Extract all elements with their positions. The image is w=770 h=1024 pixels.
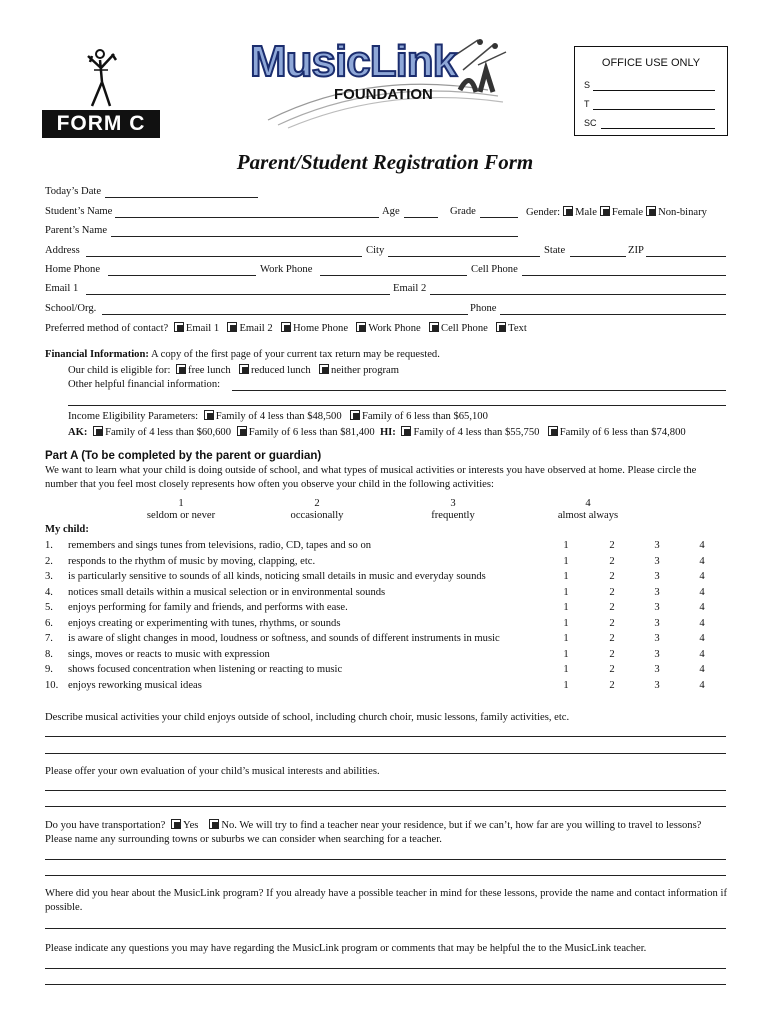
scale-1 bbox=[121, 498, 241, 522]
contact-option-label: Email 1 bbox=[185, 323, 220, 334]
work-phone-field[interactable] bbox=[320, 275, 467, 276]
rating-option-1[interactable]: 1 bbox=[563, 602, 569, 613]
state-label: State bbox=[544, 245, 566, 256]
ak-family6-checkbox[interactable] bbox=[237, 426, 247, 436]
rating-option-3[interactable]: 3 bbox=[654, 633, 660, 644]
scale-label: occasionally bbox=[290, 510, 344, 521]
ak-option-label: Family of 4 less than $60,600 bbox=[105, 427, 232, 438]
logo-subtext: FOUNDATION bbox=[334, 86, 433, 103]
cell-phone-label: Cell Phone bbox=[471, 264, 518, 275]
other-financial-field-2[interactable] bbox=[68, 405, 726, 406]
rating-option-2[interactable]: 2 bbox=[609, 679, 615, 691]
transport-no-checkbox[interactable] bbox=[209, 819, 219, 829]
rating-option-1[interactable]: 1 bbox=[563, 617, 569, 629]
rating-option-3[interactable]: 3 bbox=[654, 571, 660, 582]
home-phone-label: Home Phone bbox=[45, 264, 101, 275]
hi-family6-checkbox[interactable] bbox=[548, 426, 558, 436]
towns-answer-line-1[interactable] bbox=[45, 859, 726, 860]
cell-phone-field[interactable] bbox=[522, 275, 726, 276]
students-name-field[interactable] bbox=[115, 217, 379, 218]
rating-option-1[interactable]: 1 bbox=[563, 648, 569, 660]
evaluation-question: Please offer your own evaluation of your child’s musical interests and abilities. bbox=[45, 766, 380, 777]
rating-option-1[interactable]: 1 bbox=[563, 571, 569, 582]
contact-text-checkbox[interactable] bbox=[496, 322, 506, 332]
transport-yes-checkbox[interactable] bbox=[171, 819, 181, 829]
reduced-lunch-label: reduced lunch bbox=[251, 365, 311, 376]
scale-3 bbox=[393, 498, 513, 522]
students-name-label: Student’s Name bbox=[45, 206, 113, 217]
contact-option-label: Email 2 bbox=[239, 323, 273, 334]
contact-option-label: Cell Phone bbox=[441, 323, 488, 334]
rating-option-2[interactable]: 2 bbox=[609, 555, 615, 567]
todays-date-field[interactable] bbox=[105, 197, 258, 198]
eligible-label: Our child is eligible for: bbox=[68, 365, 171, 376]
work-phone-label: Work Phone bbox=[260, 264, 313, 275]
hi-family4-checkbox[interactable] bbox=[401, 426, 411, 436]
contact-home-phone-checkbox[interactable] bbox=[281, 322, 291, 332]
male-checkbox[interactable] bbox=[563, 206, 573, 216]
home-phone-field[interactable] bbox=[108, 275, 256, 276]
school-field[interactable] bbox=[102, 314, 468, 315]
ak-family4-checkbox[interactable] bbox=[93, 426, 103, 436]
office-sc-label: SC bbox=[584, 118, 597, 128]
email1-field[interactable] bbox=[86, 294, 390, 295]
scale-4 bbox=[528, 498, 648, 522]
age-field[interactable] bbox=[404, 217, 438, 218]
financial-intro-text: A copy of the first page of your current tax return may be requested. bbox=[150, 349, 440, 360]
grade-label: Grade bbox=[450, 206, 476, 217]
hi-option-label: Family of 4 less than $55,750 bbox=[413, 427, 540, 438]
other-financial-label: Other helpful financial information: bbox=[68, 379, 221, 390]
male-label: Male bbox=[575, 207, 597, 218]
rating-option-2[interactable]: 2 bbox=[609, 633, 615, 644]
school-label: School/Org. bbox=[45, 303, 97, 314]
transportation-label: Do you have transportation? bbox=[45, 820, 166, 831]
financial-heading: Financial Information: bbox=[45, 349, 149, 360]
activity-number: 7. bbox=[45, 633, 53, 644]
income-family4-checkbox[interactable] bbox=[204, 410, 214, 420]
contact-work-phone-checkbox[interactable] bbox=[356, 322, 366, 332]
phone-label: Phone bbox=[470, 303, 497, 314]
logo-text: MusicLink bbox=[250, 37, 457, 86]
rating-option-3[interactable]: 3 bbox=[654, 540, 660, 551]
activity-text: enjoys reworking musical ideas bbox=[68, 679, 202, 691]
zip-field[interactable] bbox=[646, 256, 726, 257]
activity-text: sings, moves or reacts to music with expression bbox=[68, 648, 270, 660]
rating-option-4[interactable]: 4 bbox=[699, 617, 705, 629]
hear-answer-line-1[interactable] bbox=[45, 928, 726, 929]
activity-number: 6. bbox=[45, 617, 53, 629]
income-parameters bbox=[68, 410, 488, 422]
rating-option-1[interactable]: 1 bbox=[563, 679, 569, 691]
rating-option-1[interactable]: 1 bbox=[563, 586, 569, 598]
transport-yes-label: Yes bbox=[182, 820, 199, 831]
rating-option-4[interactable]: 4 bbox=[699, 540, 705, 551]
todays-date-label: Today’s Date bbox=[45, 186, 102, 197]
activities-answer-line-2[interactable] bbox=[45, 753, 726, 754]
hear-question: Where did you hear about the MusicLink program? If you already have a possible teacher in mind for these lessons, provide the name and contact information if possible. bbox=[45, 888, 727, 913]
rating-option-2[interactable]: 2 bbox=[609, 586, 615, 598]
scale-number: 4 bbox=[585, 498, 591, 509]
nonbinary-label: Non-binary bbox=[658, 207, 707, 218]
scale-label: frequently bbox=[431, 510, 475, 521]
activity-text: is particularly sensitive to sounds of all kinds, noticing small details in music and everyday sounds bbox=[68, 571, 486, 582]
contact-email1-checkbox[interactable] bbox=[174, 322, 184, 332]
contact-cell-phone-checkbox[interactable] bbox=[429, 322, 439, 332]
email2-field[interactable] bbox=[430, 294, 726, 295]
reduced-lunch-checkbox[interactable] bbox=[239, 364, 249, 374]
address-label: Address bbox=[45, 245, 80, 256]
office-s-field[interactable] bbox=[593, 90, 715, 91]
contact-option-label: Text bbox=[508, 323, 527, 334]
preferred-contact-group bbox=[45, 322, 527, 334]
rating-option-3[interactable]: 3 bbox=[654, 648, 660, 660]
scale-2 bbox=[257, 498, 377, 522]
form-label: FORM C bbox=[42, 110, 160, 138]
activity-number: 3. bbox=[45, 571, 53, 582]
rating-option-3[interactable]: 3 bbox=[654, 617, 660, 629]
towns-answer-line-2[interactable] bbox=[45, 875, 726, 876]
comments-question: Please indicate any questions you may have regarding the MusicLink program or comments that may be helpful the to the MusicLink teacher. bbox=[45, 943, 647, 954]
rating-option-1[interactable]: 1 bbox=[563, 540, 569, 551]
rating-option-1[interactable]: 1 bbox=[563, 555, 569, 567]
rating-option-1[interactable]: 1 bbox=[563, 633, 569, 644]
address-field[interactable] bbox=[86, 256, 362, 257]
rating-option-4[interactable]: 4 bbox=[699, 664, 705, 675]
office-use-box bbox=[574, 46, 728, 136]
gender-group bbox=[526, 206, 707, 218]
activities-answer-line-1[interactable] bbox=[45, 736, 726, 737]
office-t-field[interactable] bbox=[593, 109, 715, 110]
rating-option-4[interactable]: 4 bbox=[699, 586, 705, 598]
rating-option-2[interactable]: 2 bbox=[609, 540, 615, 551]
rating-option-4[interactable]: 4 bbox=[699, 602, 705, 613]
scale-number: 3 bbox=[450, 498, 456, 509]
part-a-intro: We want to learn what your child is doing outside of school, and what types of musical activities or interests you have observed at home. Please circle the number that you feel most closely represents how often you observe your child in the following activities: bbox=[45, 465, 697, 490]
ak-label: AK: bbox=[68, 427, 88, 438]
rating-option-4[interactable]: 4 bbox=[699, 571, 705, 582]
hi-label: HI: bbox=[379, 427, 396, 438]
rating-option-2[interactable]: 2 bbox=[609, 602, 615, 613]
activity-number: 10. bbox=[45, 679, 59, 691]
transport-no-label: No. We will try to find a teacher near your residence, but if we can’t, how far are you willing to travel to lessons? bbox=[221, 820, 702, 831]
activity-number: 2. bbox=[45, 555, 53, 567]
grade-field[interactable] bbox=[480, 217, 518, 218]
email1-label: Email 1 bbox=[45, 283, 79, 294]
rating-option-4[interactable]: 4 bbox=[699, 633, 705, 644]
free-lunch-label: free lunch bbox=[188, 365, 231, 376]
email2-label: Email 2 bbox=[393, 283, 427, 294]
parents-name-field[interactable] bbox=[111, 236, 518, 237]
financial-intro bbox=[45, 349, 440, 360]
nonbinary-checkbox[interactable] bbox=[646, 206, 656, 216]
rating-option-4[interactable]: 4 bbox=[699, 648, 705, 660]
rating-option-1[interactable]: 1 bbox=[563, 664, 569, 675]
neither-program-checkbox[interactable] bbox=[319, 364, 329, 374]
comments-answer-line-1[interactable] bbox=[45, 968, 726, 969]
activity-text: responds to the rhythm of music by moving, clapping, etc. bbox=[68, 555, 316, 567]
rating-option-3[interactable]: 3 bbox=[654, 679, 660, 691]
musiclink-logo bbox=[248, 30, 518, 130]
activities-question: Describe musical activities your child enjoys outside of school, including church choir, music lessons, family activities, etc. bbox=[45, 712, 570, 723]
rating-option-2[interactable]: 2 bbox=[609, 648, 615, 660]
office-t-label: T bbox=[584, 99, 590, 109]
evaluation-answer-line-2[interactable] bbox=[45, 806, 726, 807]
rating-option-4[interactable]: 4 bbox=[699, 679, 705, 691]
city-label: City bbox=[366, 245, 385, 256]
my-child-label: My child: bbox=[45, 524, 89, 535]
activity-number: 1. bbox=[45, 540, 53, 551]
rating-option-3[interactable]: 3 bbox=[654, 586, 660, 598]
rating-option-3[interactable]: 3 bbox=[654, 555, 660, 567]
zip-label: ZIP bbox=[628, 245, 644, 256]
contact-option-label: Work Phone bbox=[368, 323, 421, 334]
activity-number: 4. bbox=[45, 586, 53, 598]
activity-number: 9. bbox=[45, 664, 53, 675]
income-option-label: Family of 6 less than $65,100 bbox=[361, 411, 488, 422]
activity-text: notices small details within a musical selection or in environmental sounds bbox=[68, 586, 386, 598]
office-sc-field[interactable] bbox=[601, 128, 715, 129]
neither-program-label: neither program bbox=[331, 365, 399, 376]
age-label: Age bbox=[382, 206, 400, 217]
activity-text: shows focused concentration when listening or reacting to music bbox=[68, 664, 343, 675]
part-a-heading: Part A (To be completed by the parent or guardian) bbox=[45, 450, 322, 462]
female-label: Female bbox=[611, 207, 644, 218]
contact-option-label: Home Phone bbox=[293, 323, 349, 334]
activity-text: enjoys performing for family and friends, and performs with ease. bbox=[68, 602, 348, 613]
page-title: Parent/Student Registration Form bbox=[236, 150, 534, 174]
preferred-contact-label: Preferred method of contact? bbox=[45, 323, 169, 334]
activity-text: is aware of slight changes in mood, loudness or softness, and sounds of different instruments in music bbox=[68, 633, 500, 644]
activity-text: enjoys creating or experimenting with tunes, rhythms, or sounds bbox=[68, 617, 341, 629]
towns-question: Please name any surrounding towns or suburbs we can consider when searching for a teacher. bbox=[45, 834, 442, 845]
activity-number: 8. bbox=[45, 648, 53, 660]
musiclink-figure-logo bbox=[82, 48, 122, 110]
rating-option-3[interactable]: 3 bbox=[654, 664, 660, 675]
rating-option-3[interactable]: 3 bbox=[654, 602, 660, 613]
evaluation-answer-line-1[interactable] bbox=[45, 790, 726, 791]
scale-number: 1 bbox=[178, 498, 184, 509]
rating-option-4[interactable]: 4 bbox=[699, 555, 705, 567]
free-lunch-checkbox[interactable] bbox=[176, 364, 186, 374]
income-family6-checkbox[interactable] bbox=[350, 410, 360, 420]
transportation-group bbox=[45, 819, 701, 831]
income-label: Income Eligibility Parameters: bbox=[68, 411, 199, 422]
scale-label: seldom or never bbox=[146, 510, 216, 521]
income-option-label: Family of 4 less than $48,500 bbox=[215, 411, 342, 422]
office-use-title: OFFICE USE ONLY bbox=[601, 57, 701, 69]
lunch-eligibility-group bbox=[68, 364, 399, 376]
hi-option-label: Family of 6 less than $74,800 bbox=[559, 427, 686, 438]
scale-number: 2 bbox=[314, 498, 320, 509]
city-field[interactable] bbox=[388, 256, 540, 257]
contact-email2-checkbox[interactable] bbox=[227, 322, 237, 332]
office-s-label: S bbox=[584, 80, 591, 90]
gender-label: Gender: bbox=[526, 207, 561, 218]
phone-field[interactable] bbox=[500, 314, 726, 315]
comments-answer-line-2[interactable] bbox=[45, 984, 726, 985]
activity-text: remembers and sings tunes from televisions, radio, CD, tapes and so on bbox=[68, 540, 372, 551]
parents-name-label: Parent’s Name bbox=[45, 225, 108, 236]
scale-label: almost always bbox=[557, 510, 619, 521]
state-field[interactable] bbox=[570, 256, 626, 257]
rating-option-2[interactable]: 2 bbox=[609, 571, 615, 582]
activity-number: 5. bbox=[45, 602, 53, 613]
ak-option-label: Family of 6 less than $81,400 bbox=[248, 427, 375, 438]
other-financial-field[interactable] bbox=[232, 390, 726, 391]
rating-option-2[interactable]: 2 bbox=[609, 664, 615, 675]
ak-hi-parameters bbox=[68, 426, 686, 438]
rating-option-2[interactable]: 2 bbox=[609, 617, 615, 629]
female-checkbox[interactable] bbox=[600, 206, 610, 216]
